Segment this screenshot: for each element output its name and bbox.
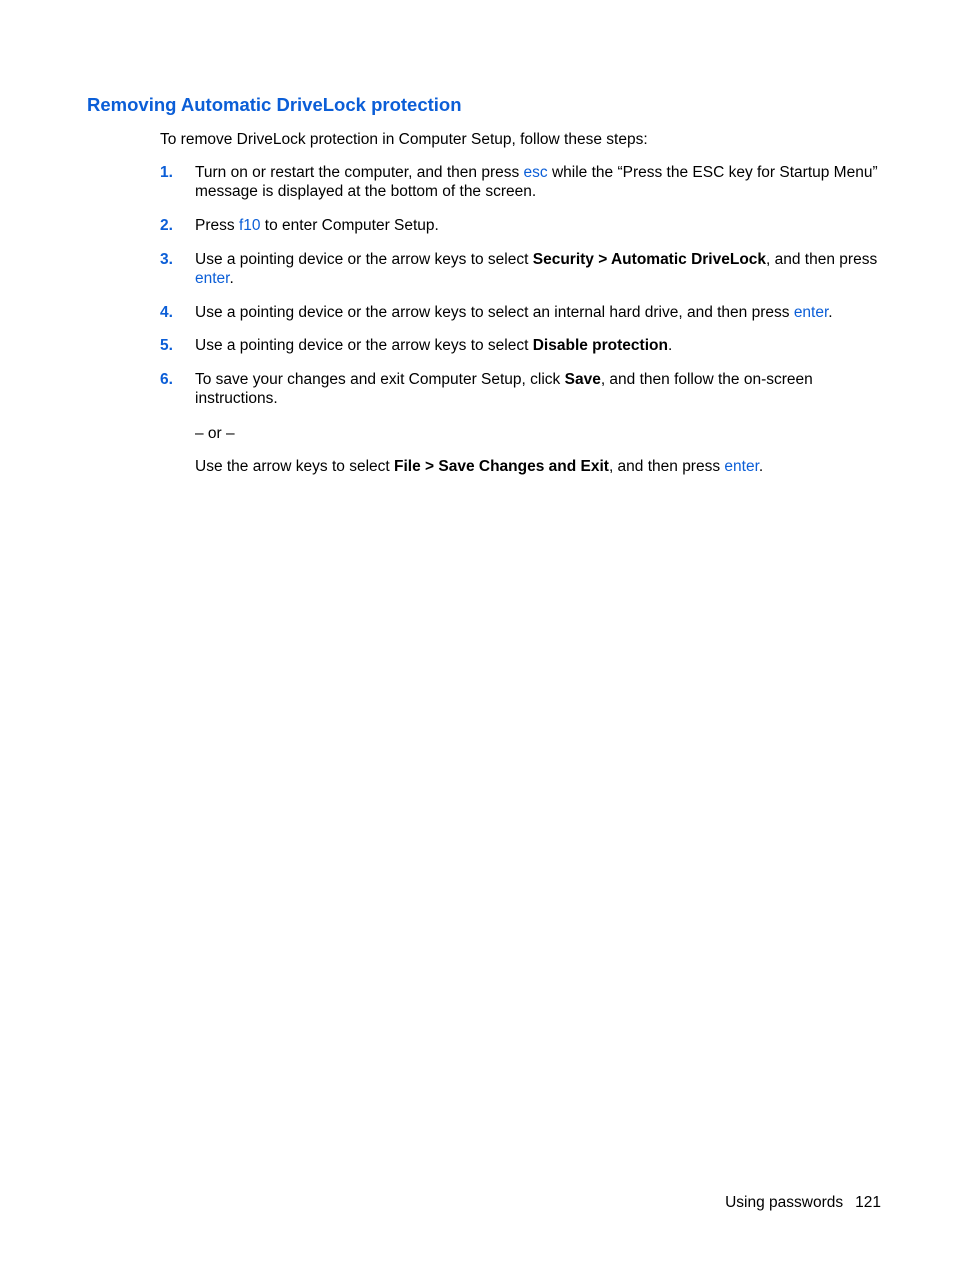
text-run: Press bbox=[195, 217, 239, 234]
text-run: Use a pointing device or the arrow keys to select an internal hard drive, and then press bbox=[195, 304, 794, 321]
text-run: . bbox=[828, 304, 833, 321]
menu-option: Save bbox=[564, 371, 601, 388]
key-esc: esc bbox=[523, 164, 548, 181]
step-number: 6. bbox=[160, 371, 173, 388]
text-run: while the “Press the ESC key for Startup Menu” message is displayed at the bottom of the screen. bbox=[195, 164, 878, 200]
text-run: . bbox=[667, 337, 673, 354]
alternative-step bbox=[195, 457, 763, 476]
page-footer bbox=[725, 1193, 881, 1212]
text-run: Use the arrow keys to select bbox=[195, 458, 394, 475]
text-run: Turn on or restart the computer, and then press bbox=[195, 164, 524, 181]
key-f10: f10 bbox=[238, 217, 261, 234]
text-run: . bbox=[229, 270, 234, 287]
footer-section-title: Using passwords bbox=[725, 1194, 844, 1211]
key-enter: enter bbox=[793, 304, 829, 321]
text-run: , and then press bbox=[766, 251, 878, 268]
key-enter: enter bbox=[724, 458, 759, 475]
step-number: 3. bbox=[160, 251, 173, 268]
step-number: 4. bbox=[160, 304, 173, 321]
step-text bbox=[195, 163, 890, 201]
step-number: 1. bbox=[160, 164, 173, 181]
step-text bbox=[195, 370, 890, 408]
menu-path: File > Save Changes and Exit bbox=[394, 458, 609, 475]
text-run: Use a pointing device or the arrow keys to select bbox=[195, 251, 533, 268]
step-text bbox=[195, 250, 890, 288]
menu-path: Security > Automatic DriveLock bbox=[532, 251, 767, 268]
step-text bbox=[195, 336, 890, 355]
menu-option: Disable protection bbox=[532, 337, 668, 354]
step-number: 2. bbox=[160, 217, 173, 234]
text-run: , and then follow the on-screen instructions. bbox=[195, 371, 813, 407]
step-number: 5. bbox=[160, 337, 173, 354]
step-text bbox=[195, 303, 890, 322]
text-run: , and then press bbox=[608, 458, 725, 475]
text-run: . bbox=[758, 458, 764, 475]
or-separator: – or – bbox=[195, 425, 235, 442]
key-enter: enter bbox=[195, 270, 230, 287]
page-number: 121 bbox=[855, 1194, 881, 1211]
text-run: Use a pointing device or the arrow keys to select bbox=[195, 337, 533, 354]
step-text bbox=[195, 216, 890, 235]
text-run: to enter Computer Setup. bbox=[260, 217, 439, 234]
text-run: To save your changes and exit Computer Setup, click bbox=[195, 371, 565, 388]
intro-text: To remove DriveLock protection in Computer Setup, follow these steps: bbox=[160, 131, 648, 148]
section-heading: Removing Automatic DriveLock protection bbox=[87, 94, 462, 115]
